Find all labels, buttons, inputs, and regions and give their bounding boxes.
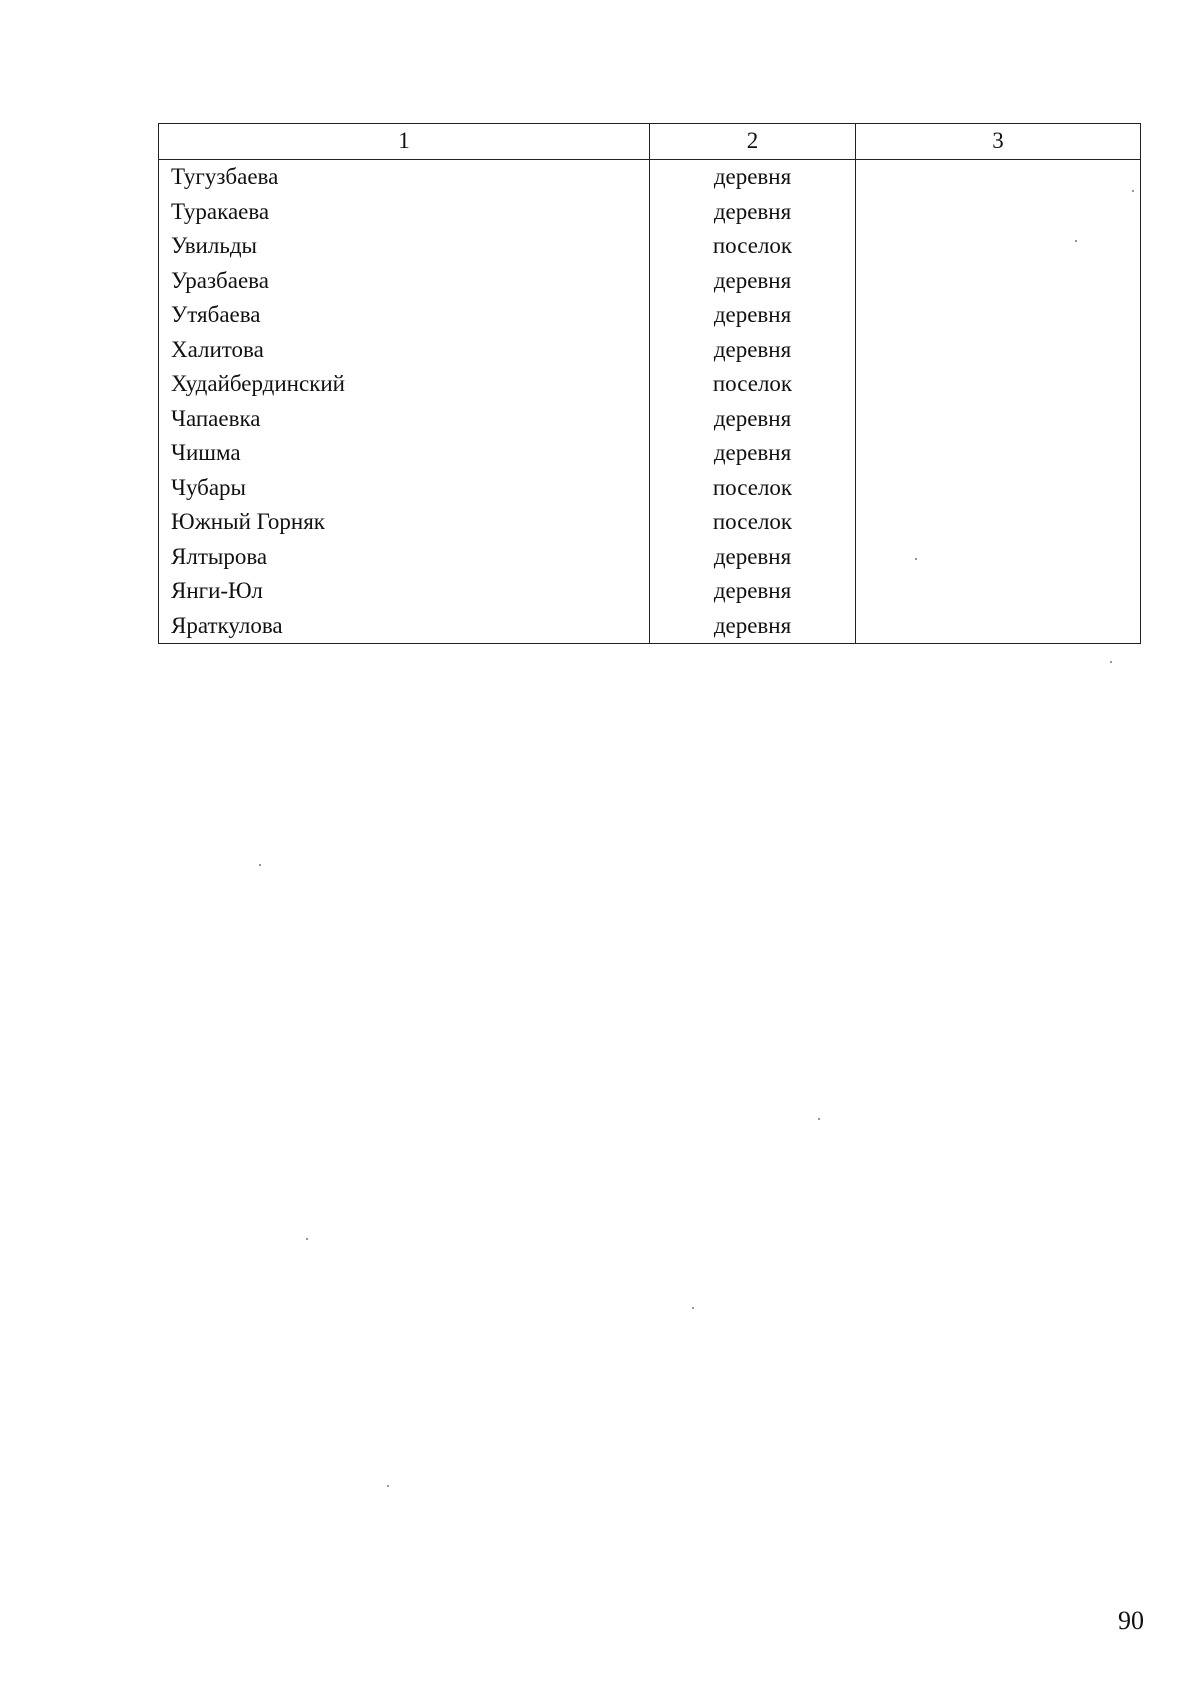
table-row	[159, 471, 1141, 506]
settlement-note	[856, 195, 1141, 230]
settlement-name: Туракаева	[159, 195, 650, 230]
settlement-type: деревня	[650, 540, 856, 575]
settlement-type: деревня	[650, 574, 856, 609]
settlement-type: поселок	[650, 471, 856, 506]
settlement-name: Чишма	[159, 436, 650, 471]
settlement-type: деревня	[650, 436, 856, 471]
settlement-note	[856, 505, 1141, 540]
settlement-name: Южный Горняк	[159, 505, 650, 540]
table-row	[159, 195, 1141, 230]
column-header-3: 3	[856, 124, 1141, 160]
settlement-note	[856, 609, 1141, 644]
settlement-type: деревня	[650, 298, 856, 333]
settlement-name: Чапаевка	[159, 402, 650, 437]
table-row	[159, 229, 1141, 264]
settlement-name: Утябаева	[159, 298, 650, 333]
table-row	[159, 264, 1141, 299]
table-row	[159, 298, 1141, 333]
scan-speck	[692, 1307, 694, 1309]
settlement-name: Яраткулова	[159, 609, 650, 644]
settlement-name: Ялтырова	[159, 540, 650, 575]
settlement-name: Халитова	[159, 333, 650, 368]
scan-speck	[387, 1485, 389, 1487]
table-row	[159, 367, 1141, 402]
settlement-note	[856, 436, 1141, 471]
settlement-type: деревня	[650, 402, 856, 437]
settlement-type: деревня	[650, 609, 856, 644]
table-row	[159, 160, 1141, 195]
table-row	[159, 333, 1141, 368]
settlement-name: Увильды	[159, 229, 650, 264]
scan-speck	[259, 864, 261, 866]
settlement-type: деревня	[650, 264, 856, 299]
header-row	[159, 124, 1141, 160]
scan-speck	[1132, 190, 1134, 192]
settlement-type: поселок	[650, 367, 856, 402]
settlement-note	[856, 264, 1141, 299]
settlement-type: деревня	[650, 160, 856, 195]
table-row	[159, 609, 1141, 644]
scan-speck	[306, 1238, 308, 1240]
settlement-type: поселок	[650, 505, 856, 540]
page-number: 90	[1118, 1606, 1144, 1635]
settlement-note	[856, 540, 1141, 575]
column-header-1: 1	[159, 124, 650, 160]
settlement-type: деревня	[650, 195, 856, 230]
settlements-table	[158, 123, 1141, 644]
settlement-note	[856, 574, 1141, 609]
table-row	[159, 402, 1141, 437]
scan-speck	[915, 558, 917, 560]
table-body	[159, 160, 1141, 644]
table-row	[159, 574, 1141, 609]
settlement-note	[856, 160, 1141, 195]
table-header	[159, 124, 1141, 160]
settlement-note	[856, 333, 1141, 368]
settlement-type: поселок	[650, 229, 856, 264]
table-row	[159, 505, 1141, 540]
settlement-note	[856, 471, 1141, 506]
settlement-note	[856, 367, 1141, 402]
settlement-name: Тугузбаева	[159, 160, 650, 195]
settlement-type: деревня	[650, 333, 856, 368]
settlement-name: Чубары	[159, 471, 650, 506]
settlement-name: Уразбаева	[159, 264, 650, 299]
scan-speck	[1075, 240, 1077, 242]
settlement-name: Худайбердинский	[159, 367, 650, 402]
settlement-note	[856, 402, 1141, 437]
table-row	[159, 436, 1141, 471]
settlement-note	[856, 229, 1141, 264]
settlement-note	[856, 298, 1141, 333]
scan-speck	[818, 1118, 820, 1120]
settlement-name: Янги-Юл	[159, 574, 650, 609]
column-header-2: 2	[650, 124, 856, 160]
table-row	[159, 540, 1141, 575]
scan-speck	[1110, 661, 1112, 663]
